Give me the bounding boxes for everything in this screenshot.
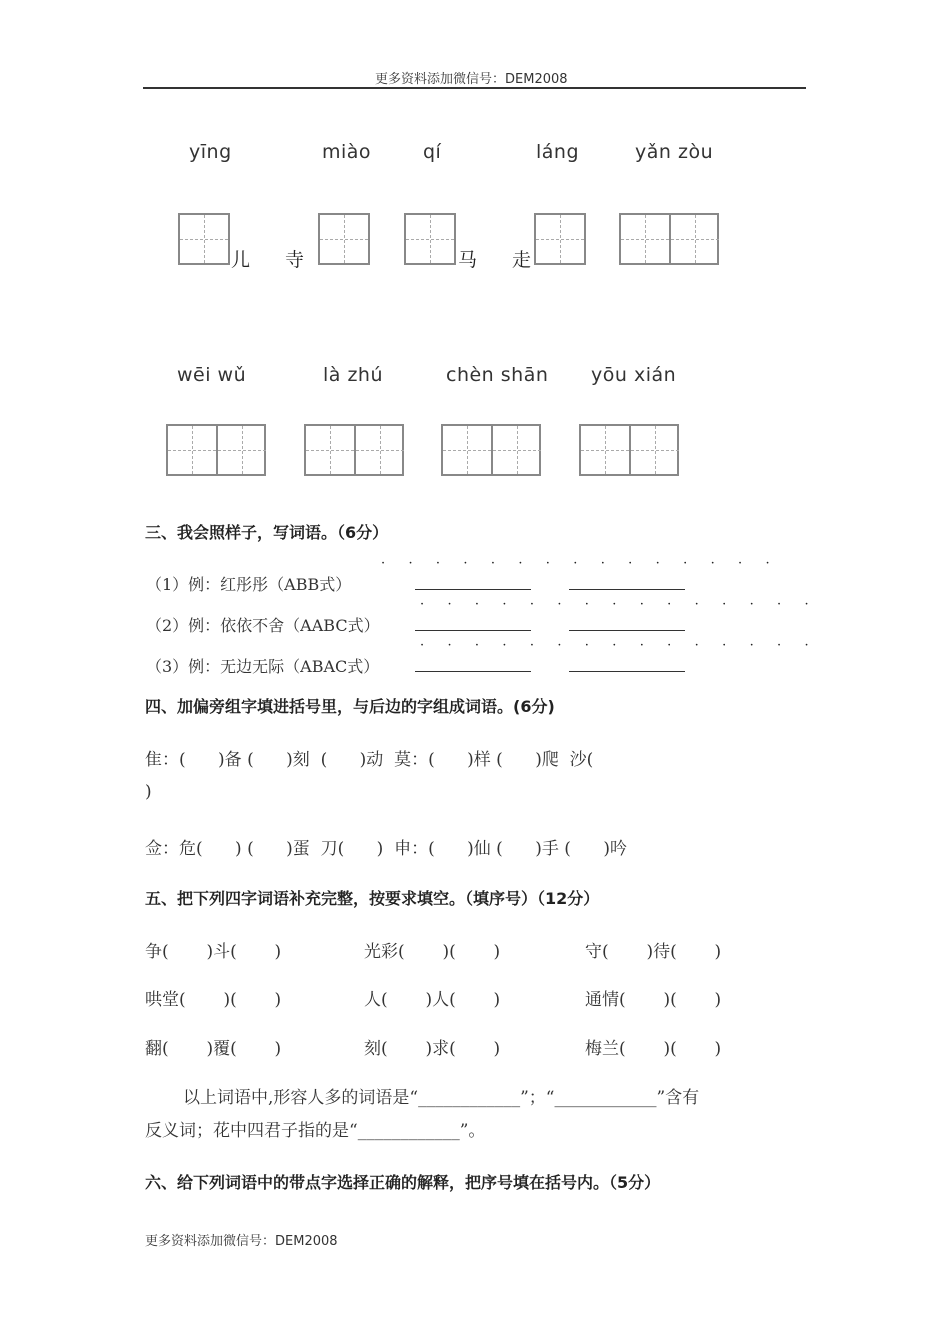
- section-4-line-1: 隹：( )备 ( )刻 ( )动 莫：( )样 ( )爬 沙(: [145, 750, 594, 770]
- idiom-1: 争( )斗( ): [145, 942, 282, 962]
- section-5-fill-line-1: 以上词语中,形容人多的词语是“____________”；“____________”含有: [183, 1088, 700, 1108]
- section-3-item-2: （2）例：依依不舍（AABC式）: [146, 616, 380, 635]
- section-4-title: 四、加偏旁组字填进括号里，与后边的字组成词语。(6分): [145, 697, 555, 716]
- answer-blank-3a[interactable]: [415, 671, 531, 672]
- page-footer: 更多资料添加微信号：DEM2008: [145, 1234, 338, 1249]
- char-ma: 马: [458, 249, 478, 271]
- answer-blank-1a[interactable]: [415, 589, 531, 590]
- answer-blank-2a[interactable]: [415, 630, 531, 631]
- section-6-title: 六、给下列词语中的带点字选择正确的解释，把序号填在括号内。（5分）: [145, 1173, 661, 1192]
- writing-grid-7[interactable]: [304, 424, 404, 476]
- section-5-title: 五、把下列四字词语补充完整，按要求填空。（填序号）（12分）: [145, 889, 600, 908]
- writing-grid-9[interactable]: [579, 424, 679, 476]
- idiom-5: 人( )人( ): [364, 990, 501, 1010]
- writing-grid-1[interactable]: [178, 213, 230, 265]
- emphasis-dots-1: · · · · · · · · · · · · · · ·: [381, 556, 780, 571]
- idiom-9: 梅兰( )( ): [585, 1039, 722, 1059]
- answer-blank-3b[interactable]: [569, 671, 685, 672]
- writing-grid-4[interactable]: [534, 213, 586, 265]
- section-4-line-2: 佥：危( ) ( )蛋 刀( ) 申：( )仙 ( )手 ( )吟: [145, 839, 627, 859]
- idiom-4: 哄堂( )( ): [145, 990, 282, 1010]
- pinyin-lang: láng: [536, 141, 580, 163]
- pinyin-qi: qí: [423, 141, 442, 163]
- answer-blank-2b[interactable]: [569, 630, 685, 631]
- char-si: 寺: [285, 249, 305, 271]
- char-er: 儿: [231, 249, 251, 271]
- answer-blank-1b[interactable]: [569, 589, 685, 590]
- section-3-item-1: （1）例：红彤彤（ABB式）: [146, 575, 352, 594]
- writing-grid-2[interactable]: [318, 213, 370, 265]
- writing-grid-6[interactable]: [166, 424, 266, 476]
- pinyin-miao: miào: [322, 141, 372, 163]
- pinyin-ying: yīng: [189, 141, 232, 163]
- pinyin-yanzou: yǎn zòu: [635, 141, 714, 163]
- idiom-2: 光彩( )( ): [364, 942, 501, 962]
- section-3-item-3: （3）例：无边无际（ABAC式）: [146, 657, 380, 676]
- idiom-8: 刻( )求( ): [364, 1039, 501, 1059]
- pinyin-youxian: yōu xián: [591, 364, 677, 386]
- page-header: 更多资料添加微信号：DEM2008: [375, 72, 568, 87]
- writing-grid-5[interactable]: [619, 213, 719, 265]
- idiom-6: 通情( )( ): [585, 990, 722, 1010]
- emphasis-dots-2: · · · · · · · · · · · · · · ·: [420, 597, 819, 612]
- idiom-3: 守( )待( ): [585, 942, 722, 962]
- emphasis-dots-3: · · · · · · · · · · · · · · ·: [420, 638, 819, 653]
- char-zou: 走: [512, 249, 532, 271]
- pinyin-weiwu: wēi wǔ: [177, 364, 247, 386]
- section-3-title: 三、我会照样子，写词语。（6分）: [145, 523, 389, 542]
- pinyin-chenshan: chèn shān: [446, 364, 549, 386]
- header-rule: [143, 87, 806, 89]
- writing-grid-8[interactable]: [441, 424, 541, 476]
- writing-grid-3[interactable]: [404, 213, 456, 265]
- section-4-line-1-wrap: ): [145, 782, 152, 802]
- pinyin-lazhu: là zhú: [323, 364, 384, 386]
- idiom-7: 翻( )覆( ): [145, 1039, 282, 1059]
- section-5-fill-line-2: 反义词；花中四君子指的是“____________”。: [145, 1121, 486, 1141]
